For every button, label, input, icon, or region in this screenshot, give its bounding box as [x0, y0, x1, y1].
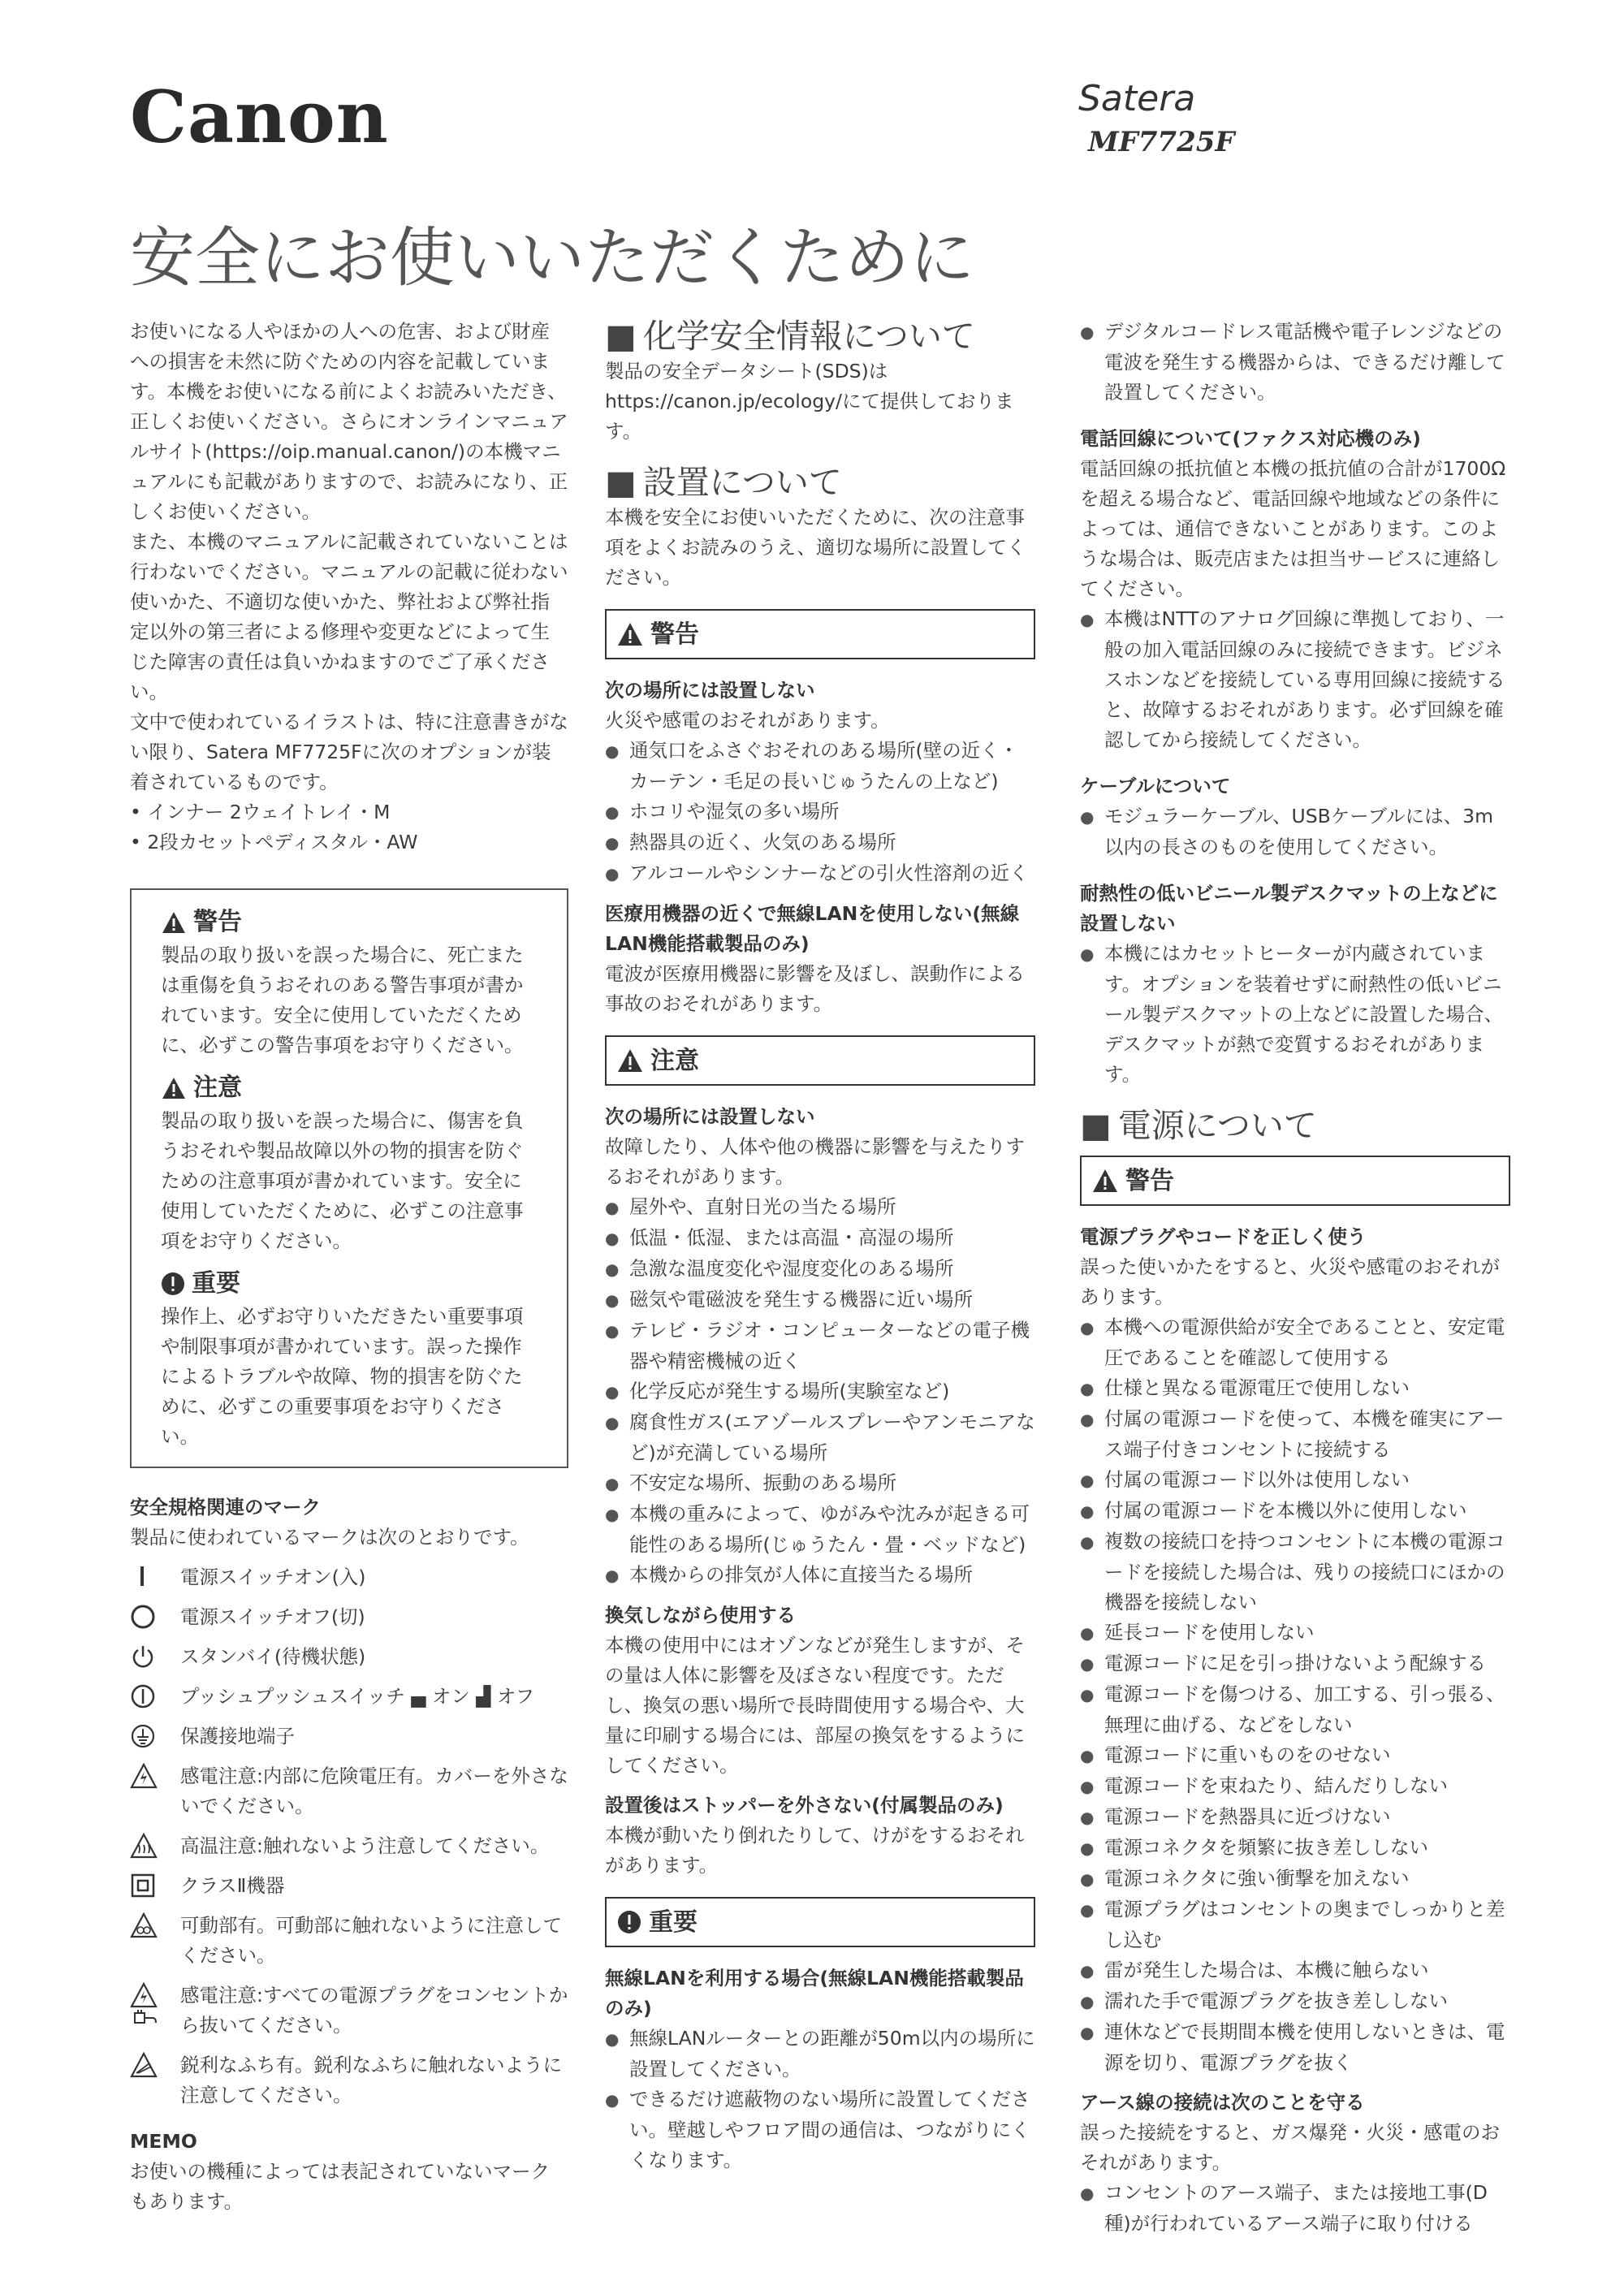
section-text: 故障したり、人体や他の機器に影響を与えたりするおそれがあります。 — [605, 1135, 1025, 1189]
standby-icon — [130, 1642, 180, 1670]
section-subheading: 換気しながら使用する — [605, 1604, 796, 1627]
protective-earth-icon — [130, 1722, 180, 1749]
list-item: ● モジュラーケーブル、USBケーブルには、3m以内の長さのものを使用してください。 — [1080, 801, 1510, 862]
mark-row — [130, 1562, 568, 1592]
warning-label — [1080, 1156, 1510, 1206]
page-title: 安全にお使いいただくために — [130, 219, 974, 296]
list-item: ● 電源コードを束ねたり、結んだりしない — [1080, 1771, 1510, 1802]
section-text: 誤った使いかたをすると、火災や感電のおそれがあります。 — [1080, 1255, 1500, 1309]
mark-text: 電源スイッチオン(入) — [180, 1566, 366, 1588]
important-label-text: 重要 — [649, 1907, 698, 1937]
box-caution-title: 注意 — [193, 1074, 242, 1102]
mark-row — [130, 1682, 568, 1712]
intro-paragraph: お使いになる人やほかの人への危害、および財産への損害を未然に防ぐための内容を記載しています。本機をお使いになる前によくお読みいただき、正しくお使いください。さらにオンラインマニュアルサイト(https://oip.manual.canon/)の本機マニュアルにも記載がありますので、お読みになり、正しくお使いください。 — [130, 320, 568, 523]
box-caution-heading — [161, 1070, 538, 1106]
mark-text: 可動部有。可動部に触れないように注意してください。 — [180, 1914, 562, 1967]
list-item: ● 仕様と異なる電源電圧で使用しない — [1080, 1373, 1510, 1404]
list-item: ● 不安定な場所、振動のある場所 — [605, 1468, 1035, 1499]
installation-intro: 本機を安全にお使いいただくために、次の注意事項をよくお読みのうえ、適切な場所に設置してください。 — [605, 506, 1026, 590]
class-2-icon — [130, 1871, 180, 1899]
list-item: ● 屋外や、直射日光の当たる場所 — [605, 1192, 1035, 1223]
mark-text: 感電注意:内部に危険電圧有。カバーを外さないでください。 — [180, 1765, 568, 1817]
section-subheading: 医療用機器の近くで無線LANを使用しない(無線LAN機能搭載製品のみ) — [605, 902, 1020, 956]
chem-safety-text: 製品の安全データシート(SDS)は — [605, 360, 888, 383]
marks-intro: 製品に使われているマークは次のとおりです。 — [130, 1526, 529, 1549]
list-item: ● 電源コネクタに強い衝撃を加えない — [1080, 1864, 1510, 1894]
section-text: 誤った接続をすると、ガス爆発・火災・感電のおそれがあります。 — [1080, 2121, 1500, 2175]
sharp-edge-icon — [130, 2050, 180, 2078]
list-item: ● デジタルコードレス電話機や電子レンジなどの電波を発生する機器からは、できるだけ離して設置してください。 — [1080, 317, 1510, 408]
mark-text: 感電注意:すべての電源プラグをコンセントから抜いてください。 — [180, 1984, 568, 2037]
warning-label — [605, 609, 1035, 659]
list-item: ● 電源コードを熱器具に近づけない — [1080, 1802, 1510, 1833]
warning-label-text: 警告 — [650, 620, 699, 649]
section-subheading: 次の場所には設置しない — [605, 1105, 815, 1129]
list-item: ● 付属の電源コード以外は使用しない — [1080, 1465, 1510, 1496]
list-item: ● コンセントのアース端子、または接地工事(D種)が行われているアース端子に取り付ける — [1080, 2178, 1510, 2239]
column-3 — [1080, 317, 1510, 2239]
section-subheading: ケーブルについて — [1080, 775, 1231, 797]
box-warning-text: 製品の取り扱いを誤った場合に、死亡または重傷を負うおそれのある警告事項が書かれています。安全に使用していただくために、必ずこの警告事項をお守りください。 — [161, 944, 524, 1056]
box-important-heading — [161, 1266, 538, 1302]
list-item: ● ホコリや湿気の多い場所 — [605, 797, 1035, 827]
warning-triangle-icon — [616, 621, 644, 647]
list-item: ● 本機からの排気が人体に直接当たる場所 — [605, 1560, 1035, 1591]
chem-safety-url: https://canon.jp/ecology/にて提供しております。 — [605, 390, 1014, 443]
caution-triangle-icon — [161, 1076, 187, 1100]
list-item: ● 本機はNTTのアナログ回線に準拠しており、一般の加入電話回線のみに接続できます。ビジネスホンなどを接続している専用回線に接続すると、故障するおそれがあります。必ず回線を確認してから接続してください。 — [1080, 604, 1510, 755]
mark-text: 鋭利なふち有。鋭利なふちに触れないように注意してください。 — [180, 2054, 562, 2106]
box-important-title: 重要 — [192, 1269, 240, 1298]
list-item: ● 電源コードに重いものをのせない — [1080, 1740, 1510, 1771]
section-text: 電話回線の抵抗値と本機の抵抗値の合計が1700Ωを超える場合など、電話回線や地域などの条件によっては、通信できないことがあります。このような場合は、販売店または担当サービスに連絡してください。 — [1080, 457, 1506, 600]
list-item: ● 複数の接続口を持つコンセントに本機の電源コードを接続した場合は、残りの接続口にほかの機器を接続しない — [1080, 1527, 1510, 1618]
mark-row — [130, 1722, 568, 1752]
power-on-icon — [130, 1562, 180, 1588]
section-text: 本機の使用中にはオゾンなどが発生しますが、その量は人体に影響を及ぼさない程度です。ただし、換気の悪い場所で長時間使用する場合や、大量に印刷する場合には、部屋の換気をするようにしてください。 — [605, 1634, 1025, 1778]
list-item: ● 延長コードを使用しない — [1080, 1618, 1510, 1648]
list-item: ● 本機にはカセットヒーターが内蔵されています。オプションを装着せずに耐熱性の低いビニール製デスクマットの上などに設置した場合、デスクマットが熱で変質するおそれがあります。 — [1080, 939, 1510, 1090]
caution-label-text: 注意 — [650, 1046, 699, 1075]
satera-brand: Satera — [1078, 78, 1196, 119]
mark-row — [130, 1831, 568, 1861]
chem-safety-heading: ■ 化学安全情報について — [605, 317, 1035, 356]
symbol-legend-box — [130, 888, 568, 1468]
list-item: ● 電源プラグはコンセントの奥までしっかりと差し込む — [1080, 1894, 1510, 1955]
column-1 — [130, 317, 568, 2217]
mark-row — [130, 1871, 568, 1901]
box-warning-title: 警告 — [193, 908, 242, 936]
caution-label — [605, 1035, 1035, 1086]
installation-heading: ■ 設置について — [605, 463, 1035, 503]
list-item: ● アルコールやシンナーなどの引火性溶剤の近く — [605, 858, 1035, 889]
section-subheading: 電話回線について(ファクス対応機のみ) — [1080, 427, 1421, 450]
option-item: • 2段カセットペディスタル・AW — [130, 831, 418, 853]
mark-text: プッシュプッシュスイッチ ▄ オン ▟ オフ — [180, 1685, 535, 1708]
box-important-text: 操作上、必ずお守りいただきたい重要事項や制限事項が書かれています。誤った操作によるトラブルや故障、物的損害を防ぐために、必ずこの重要事項をお守りください。 — [161, 1305, 524, 1448]
mark-text: 電源スイッチオフ(切) — [180, 1605, 365, 1628]
important-label — [605, 1897, 1035, 1947]
list-item: ● テレビ・ラジオ・コンピューターなどの電子機器や精密機械の近く — [605, 1315, 1035, 1376]
mark-text: 高温注意:触れないよう注意してください。 — [180, 1834, 550, 1857]
section-subheading: 設置後はストッパーを外さない(付属製品のみ) — [605, 1794, 1004, 1817]
list-item: ● 電源コードを傷つける、加工する、引っ張る、無理に曲げる、などをしない — [1080, 1679, 1510, 1740]
warning-triangle-icon — [161, 910, 187, 935]
warning-label-text: 警告 — [1125, 1166, 1174, 1195]
power-off-icon — [130, 1602, 180, 1630]
section-subheading: 次の場所には設置しない — [605, 679, 815, 702]
hot-surface-icon — [130, 1831, 180, 1859]
list-item: ● 磁気や電磁波を発生する機器に近い場所 — [605, 1285, 1035, 1315]
list-item: ● 電源コードに足を引っ掛けないよう配線する — [1080, 1648, 1510, 1679]
list-item: ● 濡れた手で電源プラグを抜き差ししない — [1080, 1986, 1510, 2017]
memo-heading: MEMO — [130, 2130, 197, 2153]
mark-text: スタンバイ(待機状態) — [180, 1645, 366, 1668]
list-item: ● 連休などで長期間本機を使用しないときは、電源を切り、電源プラグを抜く — [1080, 2017, 1510, 2078]
marks-heading: 安全規格関連のマーク — [130, 1496, 321, 1519]
section-subheading: 電源プラグやコードを正しく使う — [1080, 1225, 1367, 1249]
memo-text: お使いの機種によっては表記されていないマークもあります。 — [130, 2160, 550, 2213]
mark-text: 保護接地端子 — [180, 1725, 295, 1748]
mark-row — [130, 1911, 568, 1971]
section-subheading: 耐熱性の低いビニール製デスクマットの上などに設置しない — [1080, 882, 1498, 935]
canon-logo: Canon — [130, 75, 389, 159]
list-item: ● 化学反応が発生する場所(実験室など) — [605, 1376, 1035, 1407]
list-item: ● 熱器具の近く、火気のある場所 — [605, 827, 1035, 858]
warning-triangle-icon — [1091, 1168, 1119, 1194]
list-item: ● 雷が発生した場合は、本機に触らない — [1080, 1955, 1510, 1986]
model-number: MF7725F — [1088, 126, 1235, 158]
mark-row — [130, 1642, 568, 1672]
section-text: 火災や感電のおそれがあります。 — [605, 709, 890, 732]
mark-row — [130, 1761, 568, 1821]
list-item: ● 本機への電源供給が安全であることと、安定電圧であることを確認して使用する — [1080, 1312, 1510, 1373]
list-item: ● 低温・低湿、または高温・高湿の場所 — [605, 1223, 1035, 1254]
box-warning-heading — [161, 905, 538, 940]
section-text: 本機が動いたり倒れたりして、けがをするおそれがあります。 — [605, 1824, 1025, 1877]
mark-row — [130, 2050, 568, 2110]
list-item: ● 腐食性ガス(エアゾールスプレーやアンモニアなど)が充満している場所 — [605, 1407, 1035, 1468]
important-circle-icon — [161, 1272, 185, 1296]
mark-text: クラスⅡ機器 — [180, 1874, 285, 1897]
column-2 — [605, 317, 1035, 2175]
list-item: ● 急激な温度変化や湿度変化のある場所 — [605, 1254, 1035, 1285]
list-item: ● できるだけ遮蔽物のない場所に設置してください。壁越しやフロア間の通信は、つながりにくくなります。 — [605, 2084, 1035, 2175]
section-subheading: アース線の接続は次のことを守る — [1080, 2091, 1365, 2115]
list-item: ● 無線LANルーターとの距離が50m以内の場所に設置してください。 — [605, 2024, 1035, 2084]
important-circle-icon — [616, 1909, 642, 1935]
mark-row — [130, 1602, 568, 1632]
option-item: • インナー 2ウェイトレイ・M — [130, 801, 391, 823]
power-heading: ■ 電源について — [1080, 1106, 1510, 1146]
unplug-warning-icon — [130, 1981, 180, 2028]
box-caution-text: 製品の取り扱いを誤った場合に、傷害を負うおそれや製品故障以外の物的損害を防ぐための注意事項が書かれています。安全に使用していただくために、必ずこの注意事項をお守りください。 — [161, 1109, 524, 1252]
caution-triangle-icon — [616, 1048, 644, 1074]
intro-paragraph: また、本機のマニュアルに記載されていないことは行わないでください。マニュアルの記載に従わない使いかた、不適切な使いかた、弊社および弊社指定以外の第三者による修理や変更などによって生じた障害の責任は負いかねますのでご了承ください。 — [130, 530, 568, 703]
mark-row — [130, 1981, 568, 2041]
push-push-switch-icon — [130, 1682, 180, 1709]
list-item: ● 電源コネクタを頻繁に抜き差ししない — [1080, 1833, 1510, 1864]
intro-paragraph: 文中で使われているイラストは、特に注意書きがない限り、Satera MF7725Fに次のオプションが装着されているものです。 — [130, 711, 568, 793]
list-item: ● 付属の電源コードを本機以外に使用しない — [1080, 1496, 1510, 1527]
section-subheading: 無線LANを利用する場合(無線LAN機能搭載製品のみ) — [605, 1967, 1024, 2020]
moving-parts-icon — [130, 1911, 180, 1938]
electric-shock-warning-icon — [130, 1761, 180, 1789]
list-item: ● 通気口をふさぐおそれのある場所(壁の近く・カーテン・毛足の長いじゅうたんの上など) — [605, 736, 1035, 797]
section-text: 電波が医療用機器に影響を及ぼし、誤動作による事故のおそれがあります。 — [605, 962, 1025, 1016]
list-item: ● 付属の電源コードを使って、本機を確実にアース端子付きコンセントに接続する — [1080, 1404, 1510, 1465]
list-item: ● 本機の重みによって、ゆがみや沈みが起きる可能性のある場所(じゅうたん・畳・ベッドなど) — [605, 1499, 1035, 1560]
